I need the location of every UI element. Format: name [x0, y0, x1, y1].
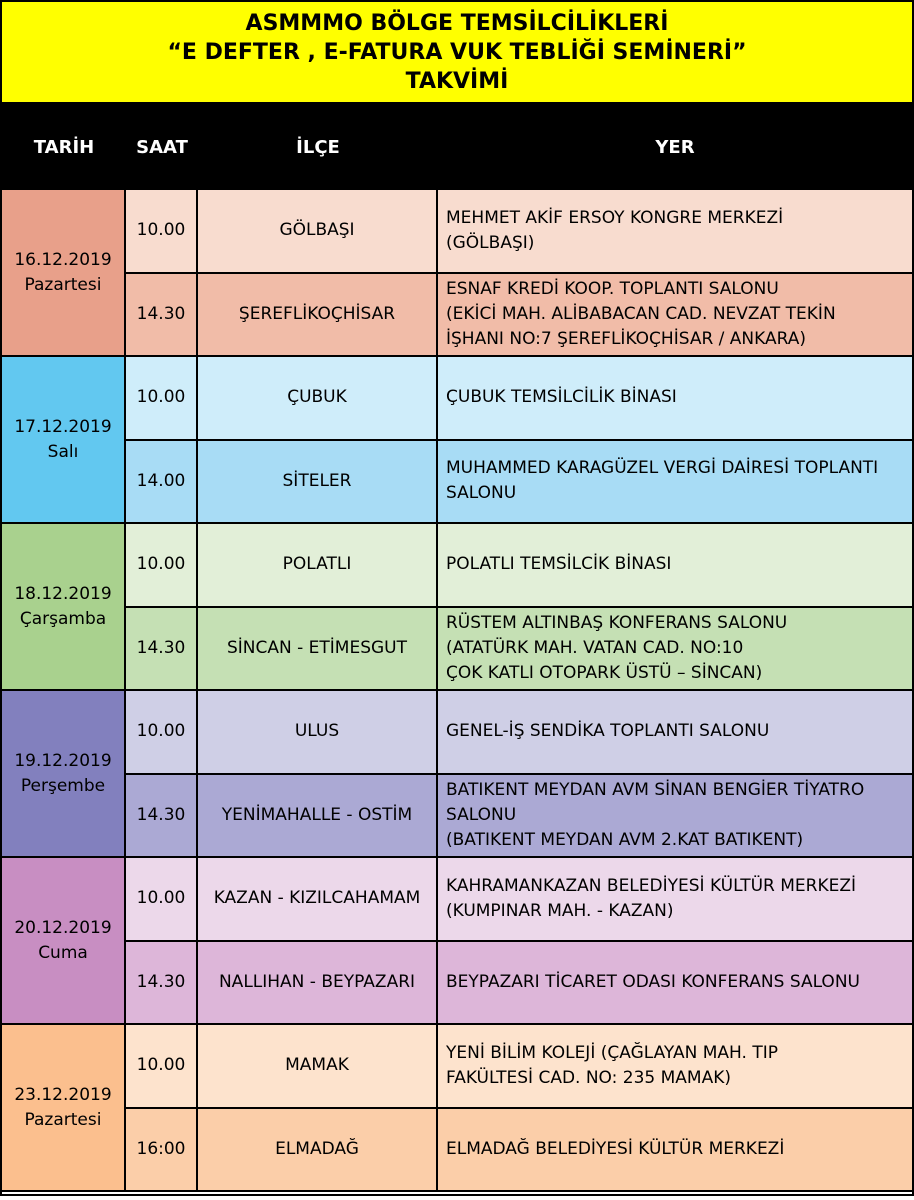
yer-text — [446, 385, 677, 410]
yer-line: YENİ BİLİM KOLEJİ (ÇAĞLAYAN MAH. TIP — [446, 1042, 778, 1063]
saat-cell: 14.30 — [126, 274, 198, 358]
ilce-cell: NALLIHAN - BEYPAZARI — [198, 942, 438, 1026]
yer-line: İŞHANI NO:7 ŞEREFLİKOÇHİSAR / ANKARA) — [446, 328, 807, 349]
ilce-cell: ELMADAĞ — [198, 1109, 438, 1193]
yer-line: ÇOK KATLI OTOPARK ÜSTÜ – SİNCAN) — [446, 662, 763, 683]
yer-cell — [438, 858, 912, 942]
weekday-text: Çarşamba — [19, 608, 107, 629]
yer-line: ELMADAĞ BELEDİYESİ KÜLTÜR MERKEZİ — [446, 1138, 785, 1159]
saat-cell: 16:00 — [126, 1109, 198, 1193]
yer-line: ÇUBUK TEMSİLCİLİK BİNASI — [446, 387, 677, 408]
yer-cell — [438, 691, 912, 775]
date-cell — [2, 190, 126, 357]
yer-line: ESNAF KREDİ KOOP. TOPLANTI SALONU — [446, 278, 779, 299]
yer-text — [446, 206, 783, 256]
yer-cell — [438, 190, 912, 274]
ilce-cell: SİTELER — [198, 441, 438, 525]
date-cell — [2, 1025, 126, 1192]
yer-line: (GÖLBAŞI) — [446, 232, 535, 253]
yer-cell — [438, 524, 912, 608]
yer-line: SALONU — [446, 804, 517, 825]
yer-text — [446, 1041, 778, 1091]
yer-line: FAKÜLTESİ CAD. NO: 235 MAMAK) — [446, 1067, 731, 1088]
saat-cell: 10.00 — [126, 691, 198, 775]
yer-line: KAHRAMANKAZAN BELEDİYESİ KÜLTÜR MERKEZİ — [446, 875, 857, 896]
date-text: 17.12.2019 — [14, 416, 112, 437]
yer-cell — [438, 608, 912, 692]
yer-line: RÜSTEM ALTINBAŞ KONFERANS SALONU — [446, 612, 788, 633]
yer-text — [446, 277, 836, 352]
yer-text — [446, 970, 860, 995]
yer-text — [446, 611, 787, 686]
ilce-cell: YENİMAHALLE - OSTİM — [198, 775, 438, 859]
title-line-2: “E DEFTER , E-FATURA VUK TEBLİĞİ SEMİNERİ” — [167, 39, 747, 65]
table-header — [2, 104, 912, 190]
yer-cell — [438, 1109, 912, 1193]
header-yer: YER — [655, 136, 695, 158]
date-text: 16.12.2019 — [14, 249, 112, 270]
yer-line: SALONU — [446, 483, 517, 504]
yer-text — [446, 719, 769, 744]
saat-cell: 14.30 — [126, 608, 198, 692]
yer-cell — [438, 274, 912, 358]
saat-cell: 10.00 — [126, 1025, 198, 1109]
date-cell — [2, 691, 126, 858]
ilce-cell: ULUS — [198, 691, 438, 775]
yer-text — [446, 456, 878, 506]
yer-line: POLATLI TEMSİLCİK BİNASI — [446, 554, 672, 575]
yer-line: MEHMET AKİF ERSOY KONGRE MERKEZİ — [446, 207, 784, 228]
title-line-1: ASMMMO BÖLGE TEMSİLCİLİKLERİ — [245, 10, 669, 36]
yer-line: (KUMPINAR MAH. - KAZAN) — [446, 900, 674, 921]
yer-cell — [438, 942, 912, 1026]
weekday-text: Cuma — [38, 942, 88, 963]
saat-cell: 10.00 — [126, 357, 198, 441]
yer-line: (EKİCİ MAH. ALİBABACAN CAD. NEVZAT TEKİN — [446, 303, 836, 324]
yer-cell — [438, 357, 912, 441]
saat-cell: 14.00 — [126, 441, 198, 525]
saat-cell: 10.00 — [126, 190, 198, 274]
yer-line: (BATIKENT MEYDAN AVM 2.KAT BATIKENT) — [446, 829, 804, 850]
yer-line: GENEL-İŞ SENDİKA TOPLANTI SALONU — [446, 721, 770, 742]
yer-text — [446, 1137, 784, 1162]
header-ilce: İLÇE — [296, 136, 340, 158]
header-saat: SAAT — [136, 136, 188, 158]
yer-line: BEYPAZARI TİCARET ODASI KONFERANS SALONU — [446, 971, 860, 992]
date-text: 18.12.2019 — [14, 583, 112, 604]
weekday-text: Perşembe — [20, 775, 106, 796]
date-cell — [2, 524, 126, 691]
ilce-cell: KAZAN - KIZILCAHAMAM — [198, 858, 438, 942]
saat-cell: 10.00 — [126, 858, 198, 942]
weekday-text: Pazartesi — [24, 1109, 102, 1130]
yer-line: BATIKENT MEYDAN AVM SİNAN BENGİER TİYATRO — [446, 779, 865, 800]
title-banner — [2, 2, 912, 104]
yer-text — [446, 874, 856, 924]
header-tarih: TARİH — [33, 136, 95, 158]
saat-cell: 10.00 — [126, 524, 198, 608]
ilce-cell: ŞEREFLİKOÇHİSAR — [198, 274, 438, 358]
ilce-cell: POLATLI — [198, 524, 438, 608]
weekday-text: Salı — [47, 441, 79, 462]
ilce-cell: GÖLBAŞI — [198, 190, 438, 274]
date-text: 20.12.2019 — [14, 917, 112, 938]
saat-cell: 14.30 — [126, 775, 198, 859]
ilce-cell: ÇUBUK — [198, 357, 438, 441]
yer-line: (ATATÜRK MAH. VATAN CAD. NO:10 — [446, 637, 744, 658]
yer-line: MUHAMMED KARAGÜZEL VERGİ DAİRESİ TOPLANTI — [446, 458, 879, 479]
date-cell — [2, 858, 126, 1025]
date-cell — [2, 357, 126, 524]
date-text: 23.12.2019 — [14, 1084, 112, 1105]
yer-text — [446, 778, 864, 853]
yer-cell — [438, 441, 912, 525]
title-line-3: TAKVİMİ — [405, 68, 509, 94]
ilce-cell: MAMAK — [198, 1025, 438, 1109]
date-text: 19.12.2019 — [14, 750, 112, 771]
ilce-cell: SİNCAN - ETİMESGUT — [198, 608, 438, 692]
yer-text — [446, 552, 671, 577]
weekday-text: Pazartesi — [24, 274, 102, 295]
yer-cell — [438, 775, 912, 859]
yer-cell — [438, 1025, 912, 1109]
saat-cell: 14.30 — [126, 942, 198, 1026]
